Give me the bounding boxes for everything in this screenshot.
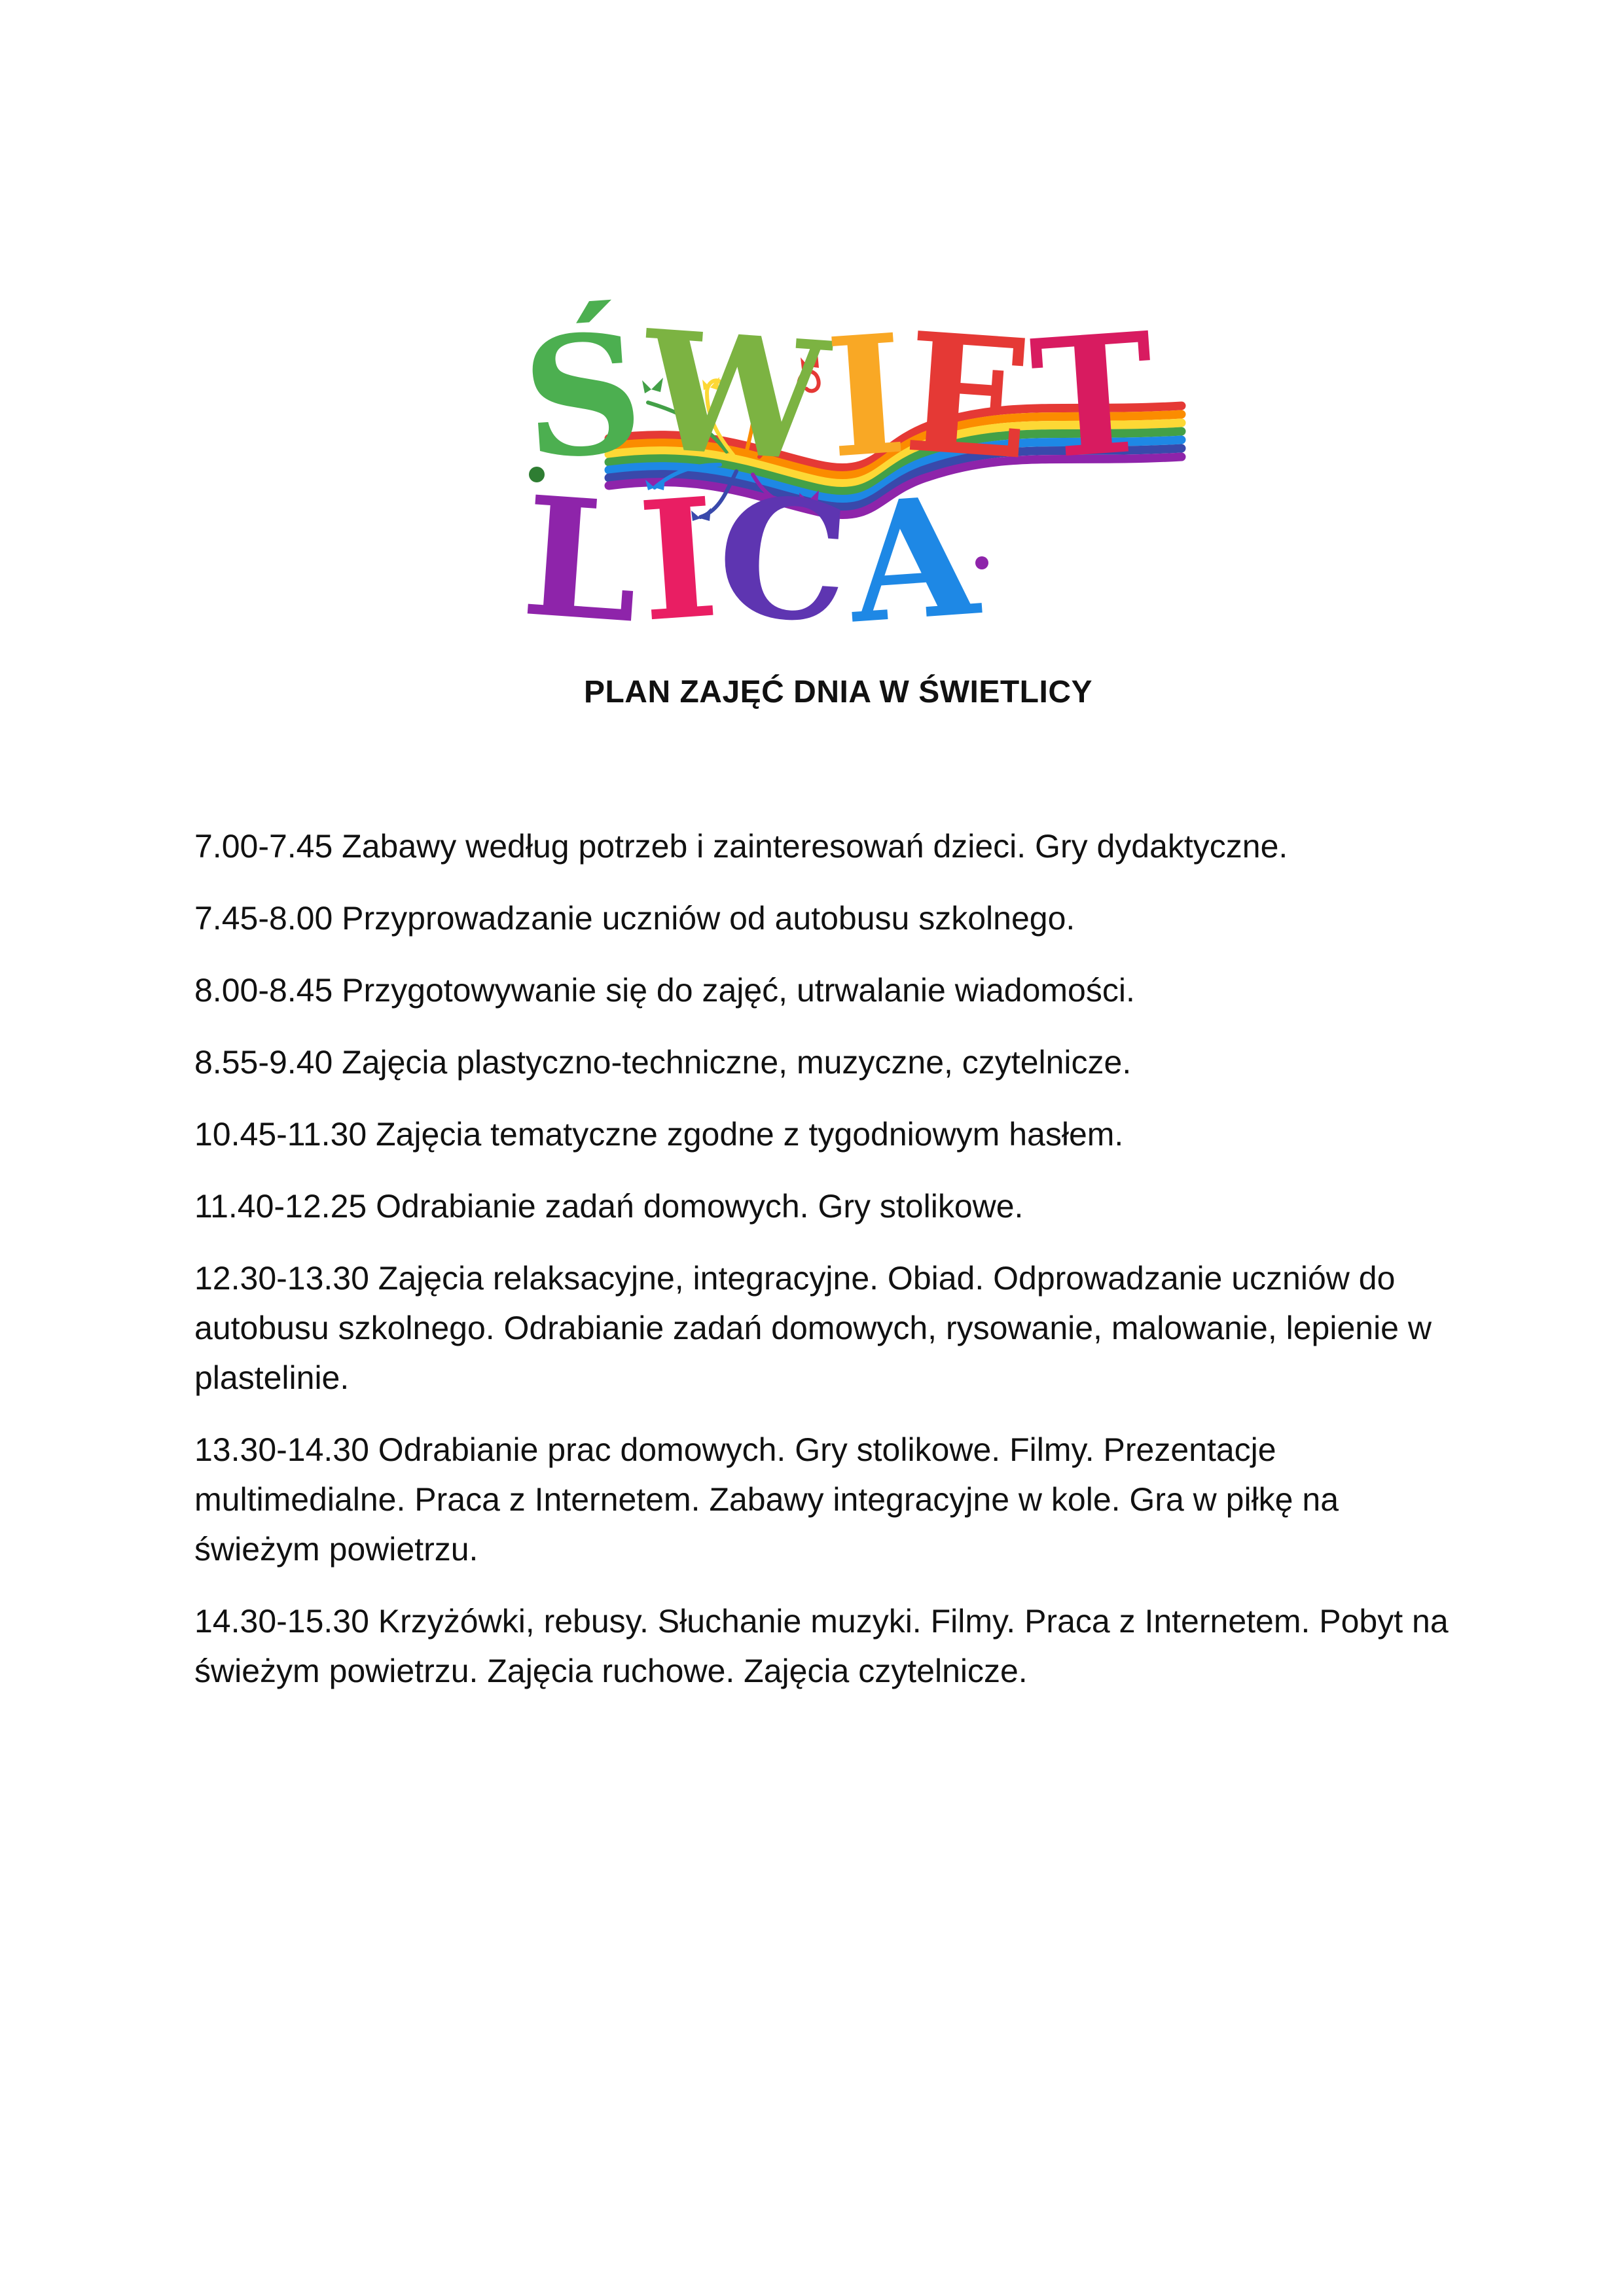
logo-letter: I [821,297,913,495]
page-title: PLAN ZAJĘĆ DNIA W ŚWIETLICY [583,675,1093,709]
logo-letter: T [1025,295,1162,497]
schedule-item: 7.00-7.45 Zabawy według potrzeb i zainteresowań dzieci. Gry dydaktyczne. [194,828,1288,865]
logo-wordmark [516,293,1218,660]
schedule-list [194,821,1451,1718]
logo-letter: W [636,293,835,499]
logo-letter: Ś [516,295,650,497]
schedule-item: 13.30-14.30 Odrabianie prac domowych. Gry stolikowe. Filmy. Prezentacje multimedialne. Praca z Internetem. Zabawy integracyjne w kole. Gra w piłkę na świeżym powietrzu. [194,1431,1339,1568]
logo-letter: I [633,461,725,658]
logo-letter: A [842,459,984,660]
logo-letters [516,293,1218,660]
swietlica-logo [511,293,1218,660]
schedule-item: 7.45-8.00 Przyprowadzanie uczniów od autobusu szkolnego. [194,900,1075,937]
schedule-item: 10.45-11.30 Zajęcia tematyczne zgodne z tygodniowym hasłem. [194,1116,1124,1153]
schedule-item: 8.00-8.45 Przygotowywanie się do zajęć, utrwalanie wiadomości. [194,972,1135,1009]
schedule-item: 8.55-9.40 Zajęcia plastyczno-techniczne, muzyczne, czytelnicze. [194,1044,1132,1081]
schedule-item: 11.40-12.25 Odrabianie zadań domowych. Gry stolikowe. [194,1188,1024,1225]
schedule-item: 12.30-13.30 Zajęcia relaksacyjne, integracyjne. Obiad. Odprowadzanie uczniów do autobusu szkolnego. Odrabianie zadań domowych, rysowanie, malowanie, lepienie w plastelinie. [194,1260,1432,1396]
logo-letter: C [711,459,856,660]
schedule-item: 14.30-15.30 Krzyżówki, rebusy. Słuchanie muzyki. Filmy. Praca z Internetem. Pobyt na świeżym powietrzu. Zajęcia ruchowe. Zajęcia czytelnicze. [194,1603,1449,1689]
logo-letter: L [516,459,647,660]
logo-letter: E [899,295,1039,497]
